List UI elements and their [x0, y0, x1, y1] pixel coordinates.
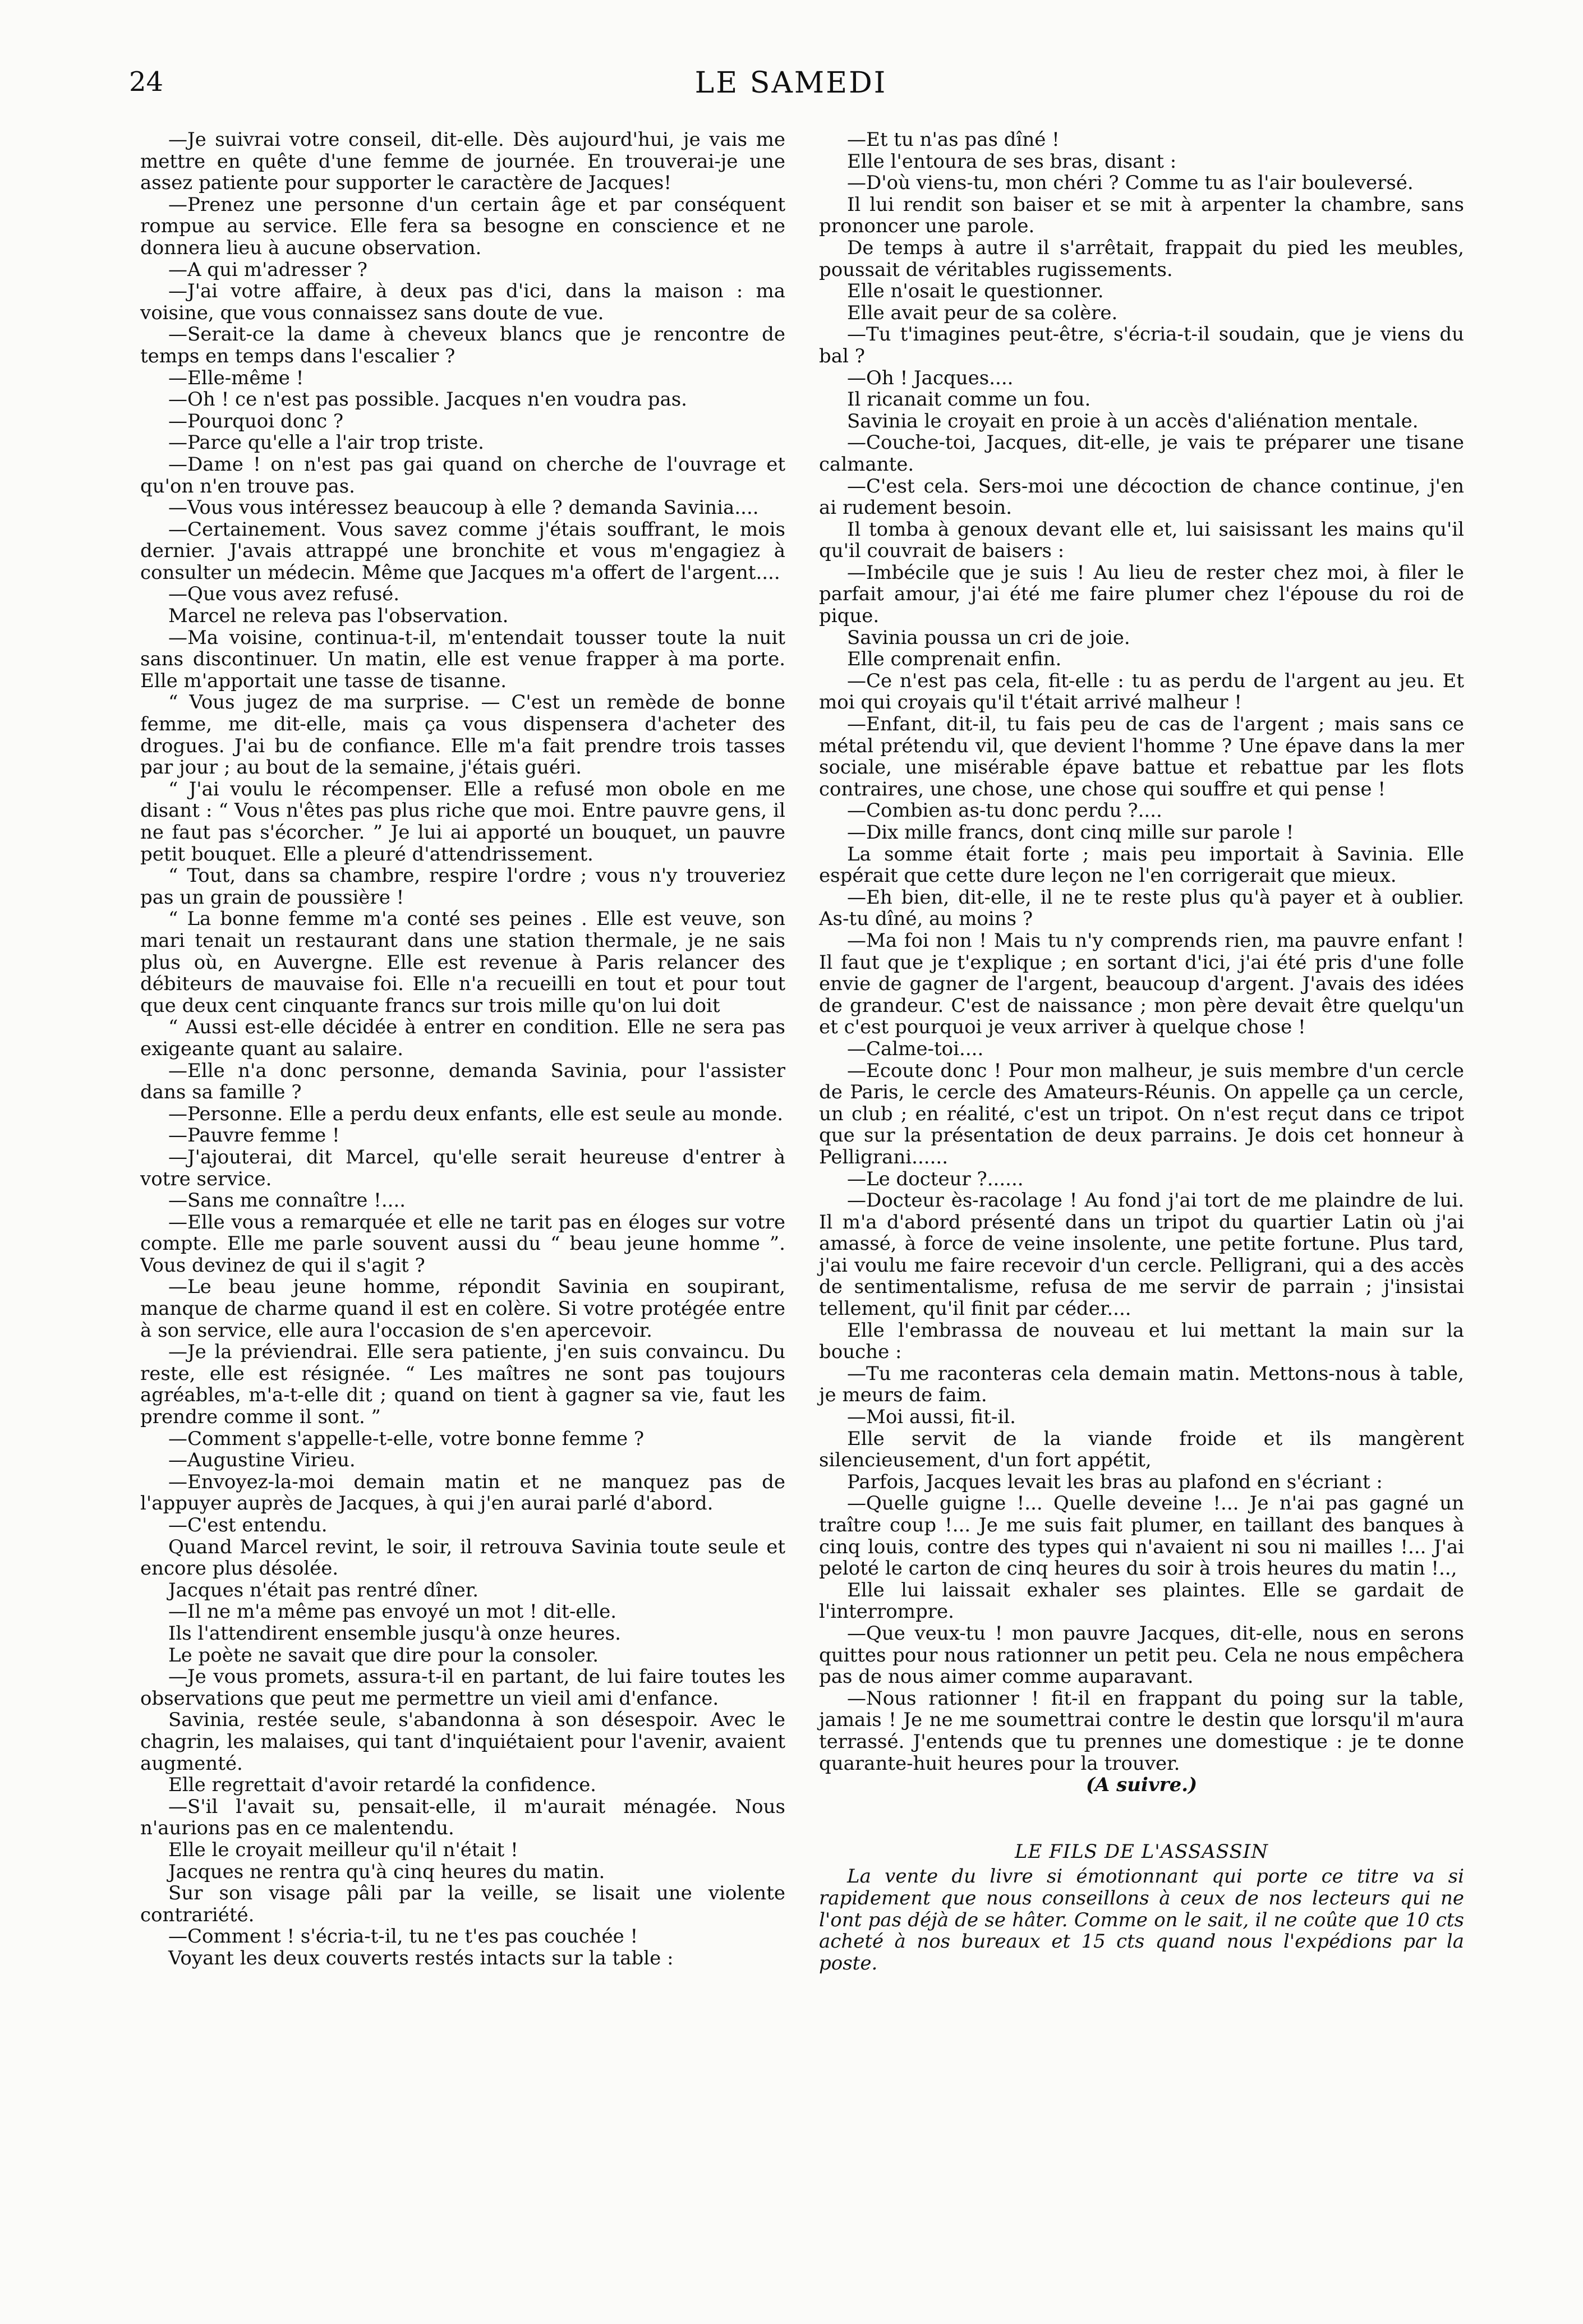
page-header	[129, 66, 1453, 117]
notice-box	[819, 1841, 1464, 1975]
paragraph: Savinia le croyait en proie à un accès d'aliénation mentale.	[847, 409, 1419, 432]
paragraph: Jacques n'était pas rentré dîner.	[168, 1579, 479, 1602]
paragraph: —Serait-ce la dame à cheveux blancs que je rencontre de temps en temps dans l'escalier ?	[140, 323, 785, 367]
paragraph: —Eh bien, dit-elle, il ne te reste plus qu'à payer et à oublier. As-tu dîné, au moins ?	[819, 886, 1464, 931]
paragraph: “ Aussi est-elle décidée à entrer en condition. Elle ne sera pas exigeante quant au salaire.	[140, 1016, 785, 1060]
paragraph: Elle n'osait le questionner.	[847, 280, 1104, 303]
paragraph: —Je suivrai votre conseil, dit-elle. Dès aujourd'hui, je vais me mettre en quête d'une femme de journée. En trouverai-je une assez patiente pour supporter le caractère de Jacques!	[140, 128, 785, 195]
paragraph: Savinia poussa un cri de joie.	[847, 626, 1130, 649]
paragraph: —J'ajouterai, dit Marcel, qu'elle serait heureuse d'entrer à votre service.	[140, 1145, 785, 1190]
paragraph: Il ricanait comme un fou.	[847, 388, 1091, 411]
paragraph: Parfois, Jacques levait les bras au plafond en s'écriant :	[847, 1470, 1383, 1493]
paragraph: —Parce qu'elle a l'air trop triste.	[168, 431, 484, 454]
paragraph: “ Tout, dans sa chambre, respire l'ordre ; vous n'y trouveriez pas un grain de poussière !	[140, 864, 785, 909]
paragraph: —Je la préviendrai. Elle sera patiente, j'en suis convaincu. Du reste, elle est résignée. “ Les maîtres ne sont pas toujours agréables, m'a-t-elle dit ; quand on tient à gagner sa vie, faut les prendre comme il sont. ”	[140, 1341, 785, 1429]
paragraph: Il lui rendit son baiser et se mit à arpenter la chambre, sans prononcer une parole.	[819, 193, 1464, 238]
paragraph: —Comment s'appelle-t-elle, votre bonne femme ?	[168, 1427, 645, 1450]
paragraph: —Je vous promets, assura-t-il en partant, de lui faire toutes les observations que peut me permettre un vieil ami d'enfance.	[140, 1665, 785, 1710]
paragraph: —Oh ! Jacques....	[847, 366, 1014, 389]
paragraph: Elle l'embrassa de nouveau et lui mettant la main sur la bouche :	[819, 1319, 1464, 1364]
paragraph: —S'il l'avait su, pensait-elle, il m'aurait ménagée. Nous n'aurions pas en ce malentendu.	[140, 1795, 785, 1840]
paragraph: “ Vous jugez de ma surprise. — C'est un remède de bonne femme, me dit-elle, mais ça vous dispensera d'acheter des drogues. J'ai bu de confiance. Elle m'a fait prendre trois tasses par jour ; au bout de la semaine, j'étais guéri.	[140, 691, 785, 779]
paragraph: —Le docteur ?......	[847, 1167, 1024, 1190]
right-column	[819, 129, 1464, 1974]
paragraph: Elle lui laissait exhaler ses plaintes. Elle se gardait de l'interrompre.	[819, 1579, 1464, 1623]
paragraph: —Vous vous intéressez beaucoup à elle ? demanda Savinia....	[168, 496, 759, 519]
paragraph: —Imbécile que je suis ! Au lieu de rester chez moi, à filer le parfait amour, j'ai été me faire plumer chez l'épouse du roi de pique.	[819, 561, 1464, 628]
paragraph: —Ma voisine, continua-t-il, m'entendait tousser toute la nuit sans discontinuer. Un matin, elle est venue frapper à ma porte. Elle m'apportait une tasse de tisanne.	[140, 626, 785, 692]
continuation-note: (A suivre.)	[1085, 1774, 1198, 1797]
paragraph: Le poète ne savait que dire pour la consoler.	[168, 1644, 599, 1667]
paragraph: —Que veux-tu ! mon pauvre Jacques, dit-elle, nous en serons quittes pour nous rationner un petit peu. Cela ne nous empêchera pas de nous aimer comme auparavant.	[819, 1622, 1464, 1688]
paragraph: —Docteur ès-racolage ! Au fond j'ai tort de me plaindre de lui. Il m'a d'abord présenté dans un tripot du quartier Latin où j'ai amassé, à force de veine insolente, une petite fortune. Plus tard, j'ai voulu me faire recevoir d'un cercle. Pelligrani, qui a des accès de sentimentalisme, refusa de me servir de parrain ; j'insistai tellement, qu'il finit par céder....	[819, 1189, 1464, 1320]
notice-body: La vente du livre si émotionnant qui porte ce titre va si rapidement que nous conseillons à ceux de nos lecteurs qui ne l'ont pas déjà de se hâter. Comme on le sait, il ne coûte que 10 cts acheté à nos bureaux et 15 cts quand nous l'expédions par la poste.	[819, 1865, 1464, 1975]
paragraph: —Elle-même !	[168, 366, 304, 389]
paragraph: —Moi aussi, fit-il.	[847, 1406, 1016, 1429]
paragraph: Voyant les deux couverts restés intacts sur la table :	[168, 1946, 674, 1969]
paragraph: Elle avait peur de sa colère.	[847, 301, 1118, 324]
paragraph: —Enfant, dit-il, tu fais peu de cas de l'argent ; mais sans ce métal prétendu vil, que devient l'homme ? Une épave dans la mer sociale, une misérable épave battue et rebattue par les flots contraires, une chose, une chose qui souffre et qui pense !	[819, 713, 1464, 800]
paragraph: —Combien as-tu donc perdu ?....	[847, 799, 1162, 822]
paragraph: —Tu me raconteras cela demain matin. Mettons-nous à table, je meurs de faim.	[819, 1362, 1464, 1407]
paragraph: La somme était forte ; mais peu importait à Savinia. Elle espérait que cette dure leçon ne l'en corrigerait que mieux.	[819, 843, 1464, 887]
paragraph: —Couche-toi, Jacques, dit-elle, je vais te préparer une tisane calmante.	[819, 431, 1464, 476]
paragraph: Quand Marcel revint, le soir, il retrouva Savinia toute seule et encore plus désolée.	[140, 1535, 785, 1580]
notice-title: LE FILS DE L'ASSASSIN	[1015, 1840, 1268, 1863]
paragraph: —D'où viens-tu, mon chéri ? Comme tu as l'air bouleversé.	[847, 172, 1414, 195]
paragraph: —Certainement. Vous savez comme j'étais souffrant, le mois dernier. J'avais attrappé une bronchite et vous m'engagiez à consulter un médecin. Même que Jacques m'a offert de l'argent....	[140, 518, 785, 584]
paragraph: —Augustine Virieu.	[168, 1449, 356, 1472]
paragraph: —Ma foi non ! Mais tu n'y comprends rien, ma pauvre enfant ! Il faut que je t'explique ; en sortant d'ici, j'ai été pris d'une folle envie de gagner de l'argent, beaucoup d'argent. J'avais des idées de grandeur. C'est de naissance ; mon père devait être quelqu'un et c'est pourquoi je veux arriver à quelque chose !	[819, 929, 1464, 1039]
paragraph: Elle l'entoura de ses bras, disant :	[847, 150, 1177, 173]
paragraph: —Prenez une personne d'un certain âge et par conséquent rompue au service. Elle fera sa besogne en conscience et ne donnera lieu à aucune observation.	[140, 193, 785, 259]
paragraph: —Et tu n'as pas dîné !	[847, 128, 1060, 151]
paragraph: Jacques ne rentra qu'à cinq heures du matin.	[168, 1860, 605, 1883]
paragraph: —Nous rationner ! fit-il en frappant du poing sur la table, jamais ! Je ne me soumettrai contre le destin que lorsqu'il m'aura terrassé. J'entends que tu prennes une domestique : je te donne quarante-huit heures pour la trouver.	[819, 1687, 1464, 1775]
paragraph: —Que vous avez refusé.	[168, 583, 400, 606]
paragraph: —Le beau jeune homme, répondit Savinia en soupirant, manque de charme quand il est en colère. Si votre protégée entre à son service, elle aura l'occasion de s'en apercevoir.	[140, 1276, 785, 1342]
paragraph: —Quelle guigne !... Quelle deveine !... Je n'ai pas gagné un traître coup !... Je me suis fait plumer, en taillant des banques à cinq louis, contre des types qui n'avaient ni sou ni mailles !... J'ai peloté le carton de cinq heures du soir à trois heures du matin !..,	[819, 1492, 1464, 1580]
paragraph: —Elle vous a remarquée et elle ne tarit pas en éloges sur votre compte. Elle me parle souvent aussi du “ beau jeune homme ”. Vous devinez de qui il s'agit ?	[140, 1211, 785, 1277]
paragraph: —C'est entendu.	[168, 1514, 328, 1536]
journal-title: LE SAMEDI	[694, 66, 887, 100]
paragraph: —Dix mille francs, dont cinq mille sur parole !	[847, 821, 1294, 844]
paragraph: —Sans me connaître !....	[168, 1189, 406, 1212]
paragraph: Il tomba à genoux devant elle et, lui saisissant les mains qu'il qu'il couvrait de baisers :	[819, 518, 1464, 563]
paragraph: —A qui m'adresser ?	[168, 258, 368, 281]
paragraph: —Ecoute donc ! Pour mon malheur, je suis membre d'un cercle de Paris, le cercle des Amateurs-Réunis. On appelle ça un cercle, un club ; en réalité, c'est un tripot. On n'est reçut dans ce tripot que sur la présentation de deux parrains. Je dois cet honneur à Pelligrani......	[819, 1059, 1464, 1168]
paragraph: —Tu t'imagines peut-être, s'écria-t-il soudain, que je viens du bal ?	[819, 323, 1464, 367]
paragraph: —Pauvre femme !	[168, 1124, 340, 1147]
paragraph: Elle regrettait d'avoir retardé la confidence.	[168, 1774, 596, 1797]
paragraph: Sur son visage pâli par la veille, se lisait une violente contrariété.	[140, 1882, 785, 1926]
paragraph: “ J'ai voulu le récompenser. Elle a refusé mon obole en me disant : “ Vous n'êtes pas plus riche que moi. Entre pauvre gens, il ne faut pas s'écorcher. ” Je lui ai apporté un bouquet, un pauvre petit bouquet. Elle a pleuré d'attendrissement.	[140, 777, 785, 866]
paragraph: Elle le croyait meilleur qu'il n'était !	[168, 1838, 518, 1861]
paragraph: —Il ne m'a même pas envoyé un mot ! dit-elle.	[168, 1600, 617, 1623]
paragraph: Savinia, restée seule, s'abandonna à son désespoir. Avec le chagrin, les malaises, qui tant d'inquiétaient pour l'avenir, avaient augmenté.	[140, 1709, 785, 1775]
paragraph: Marcel ne releva pas l'observation.	[168, 605, 509, 628]
paragraph: —J'ai votre affaire, à deux pas d'ici, dans la maison : ma voisine, que vous connaissez sans doute de vue.	[140, 280, 785, 324]
paragraph: Elle servit de la viande froide et ils mangèrent silencieusement, d'un fort appétit,	[819, 1427, 1464, 1472]
page-number: 24	[129, 66, 164, 98]
paragraph: —Personne. Elle a perdu deux enfants, elle est seule au monde.	[168, 1102, 784, 1125]
paragraph: —Calme-toi....	[847, 1037, 984, 1060]
paragraph: —Elle n'a donc personne, demanda Savinia, pour l'assister dans sa famille ?	[140, 1059, 785, 1104]
paragraph: —Dame ! on n'est pas gai quand on cherche de l'ouvrage et qu'on n'en trouve pas.	[140, 453, 785, 498]
paragraph: Ils l'attendirent ensemble jusqu'à onze heures.	[168, 1622, 621, 1645]
right-column-paragraphs	[819, 129, 1464, 1774]
paragraph: “ La bonne femme m'a conté ses peines . Elle est veuve, son mari tenait un restaurant dans une station thermale, je ne sais plus où, en Auvergne. Elle est revenue à Paris relancer des débiteurs de mauvaise foi. Elle n'a recueilli en tout et pour tout que deux cent cinquante francs sur trois mille qu'on lui doit	[140, 908, 785, 1017]
left-column	[140, 129, 785, 1969]
paragraph: —Envoyez-la-moi demain matin et ne manquez pas de l'appuyer auprès de Jacques, à qui j'en aurai parlé d'abord.	[140, 1470, 785, 1515]
paragraph: —Pourquoi donc ?	[168, 409, 344, 432]
paragraph: —Ce n'est pas cela, fit-elle : tu as perdu de l'argent au jeu. Et moi qui croyais qu'il t'était arrivé malheur !	[819, 669, 1464, 714]
paragraph: —Comment ! s'écria-t-il, tu ne t'es pas couchée !	[168, 1925, 638, 1948]
paragraph: —Oh ! ce n'est pas possible. Jacques n'en voudra pas.	[168, 388, 687, 411]
paragraph: Elle comprenait enfin.	[847, 648, 1062, 671]
paragraph: —C'est cela. Sers-moi une décoction de chance continue, j'en ai rudement besoin.	[819, 475, 1464, 519]
paragraph: De temps à autre il s'arrêtait, frappait du pied les meubles, poussait de véritables rugissements.	[819, 236, 1464, 281]
